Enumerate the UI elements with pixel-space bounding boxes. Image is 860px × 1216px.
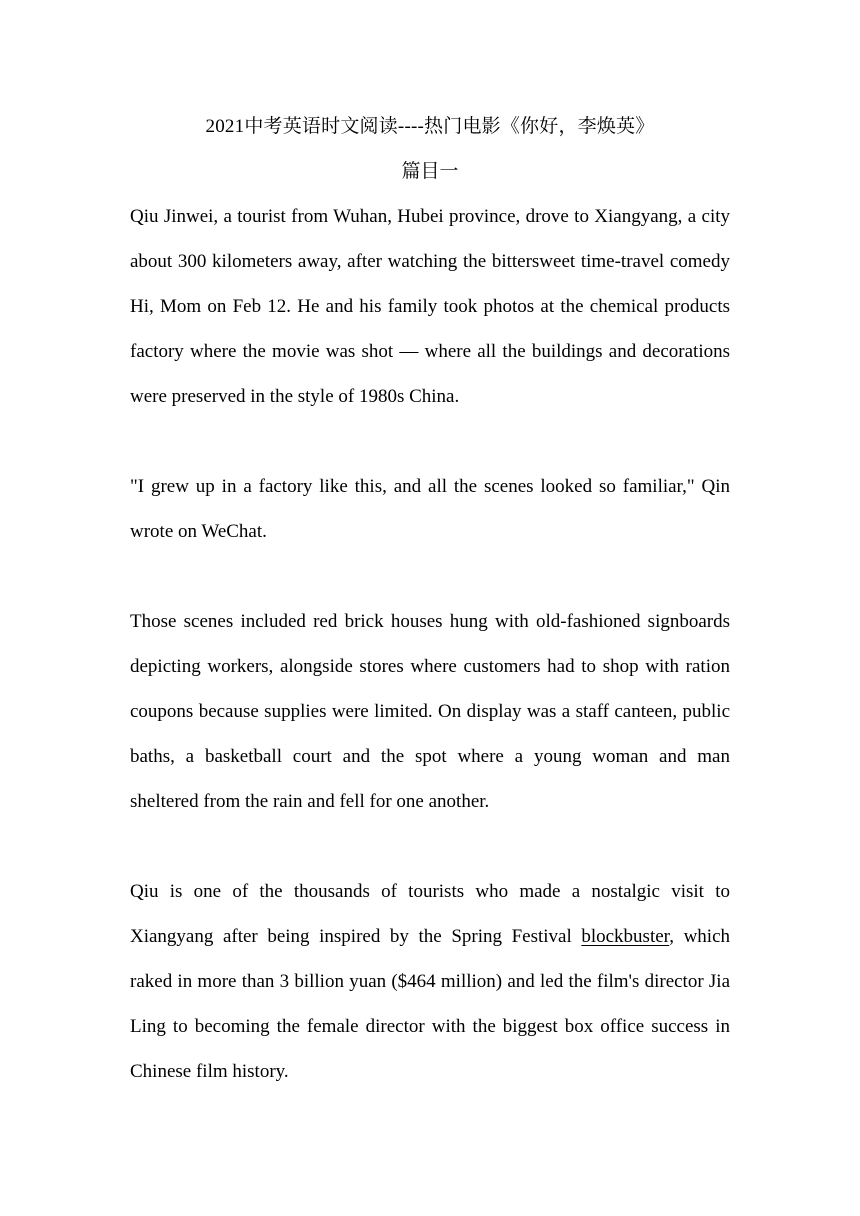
underlined-word-blockbuster: blockbuster: [581, 926, 670, 947]
paragraph-4-text-after: , which raked in more than 3 billion yuan ($464 million) and led the film's director Jia Ling to becoming the female director with the biggest box office success in Chinese film history.: [130, 926, 731, 1082]
paragraph-2: "I grew up in a factory like this, and all the scenes looked so familiar," Qin wrote on WeChat.: [130, 476, 730, 542]
paragraph-4-text-before: Qiu is one of the thousands of tourists who made a nostalgic visit to Xiangyang after being inspired by the Spring Festival: [130, 881, 730, 947]
paragraph-1: Qiu Jinwei, a tourist from Wuhan, Hubei province, drove to Xiangyang, a city about 300 kilometers away, after watching the bittersweet time-travel comedy Hi, Mom on Feb 12. He and his family took photos at the chemical products factory where the movie was shot — where all the buildings and decorations were preserved in the style of 1980s China.: [130, 206, 730, 407]
document-body: [130, 104, 730, 1094]
paragraph-4: [130, 869, 730, 1094]
document-subtitle: 篇目一: [401, 161, 459, 182]
paragraph-3: Those scenes included red brick houses hung with old-fashioned signboards depicting workers, alongside stores where customers had to shop with ration coupons because supplies were limited. On display was a staff canteen, public baths, a basketball court and the spot where a young woman and man sheltered from the rain and fell for one another.: [130, 611, 730, 812]
document-title: 2021中考英语时文阅读----热门电影《你好，李焕英》: [205, 116, 655, 137]
